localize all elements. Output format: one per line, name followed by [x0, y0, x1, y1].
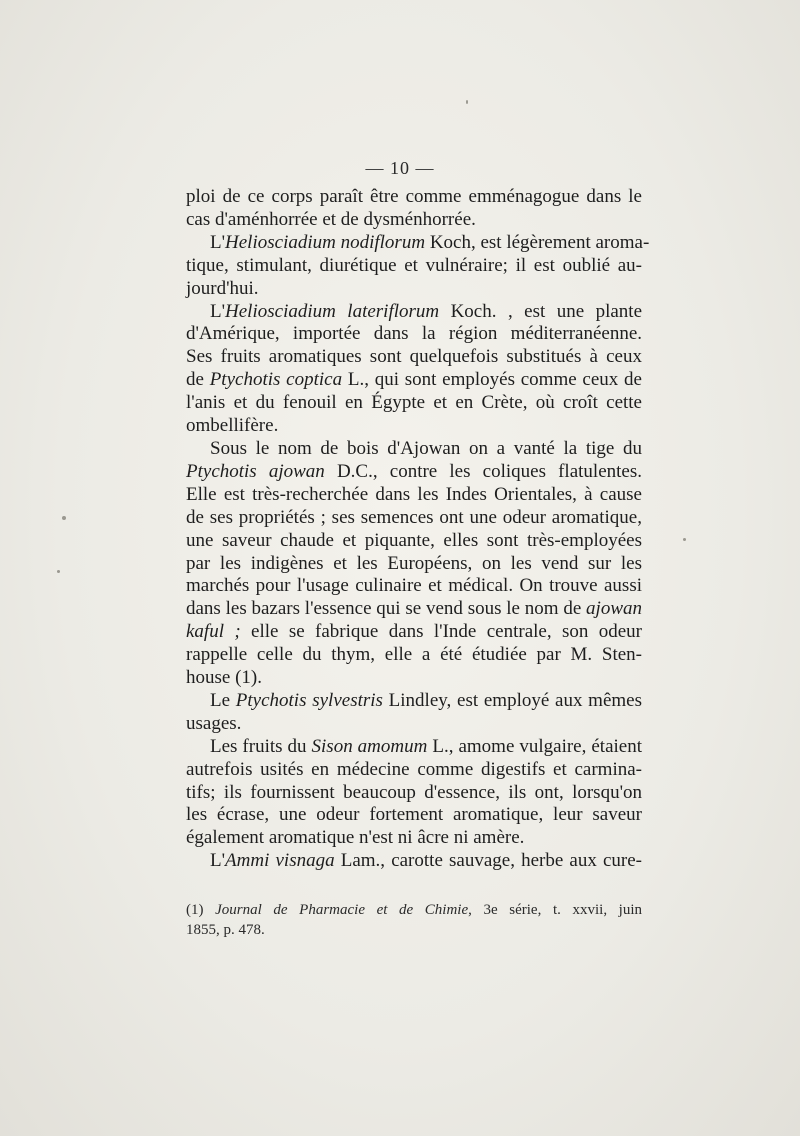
text-run: dans les bazars l'essence qui se vend sous le nom de — [186, 598, 587, 620]
text-line — [186, 301, 642, 324]
text-run: d'Amérique, importée dans la région méditerranéenne. — [186, 323, 642, 345]
text-line — [186, 736, 642, 759]
text-run: L' — [210, 850, 226, 872]
text-line — [186, 804, 642, 827]
text-line — [186, 553, 642, 576]
italic-term: kaful ; — [186, 621, 241, 643]
text-line — [186, 231, 650, 255]
text-line — [186, 461, 642, 484]
italic-term: Ptychotis coptica — [209, 369, 343, 391]
text-run: house (1). — [186, 667, 262, 689]
text-line — [186, 850, 642, 873]
text-run: cas d'aménhorrée et de dysménhorrée. — [186, 208, 476, 230]
text-run: Ses fruits aromatiques sont quelquefois substitués à ceux — [186, 346, 642, 368]
paper-speck — [57, 570, 60, 573]
text-run: l'anis et du fenouil en Égypte et en Crète, où croît cette — [186, 392, 642, 414]
text-run: de — [186, 369, 210, 391]
paper-speck — [683, 538, 686, 541]
text-run: une saveur chaude et piquante, elles sont très-employées — [186, 529, 642, 551]
footnote-journal: Journal de Pharmacie et de Chimie — [215, 902, 469, 918]
text-line — [186, 415, 642, 438]
text-line — [186, 690, 642, 713]
text-run: également aromatique n'est ni âcre ni amère. — [186, 827, 525, 849]
text-run: Lam., carotte sauvage, herbe aux cure- — [334, 850, 643, 872]
footnote — [186, 900, 642, 940]
text-run: D.C., contre les coliques flatulentes. — [324, 460, 642, 482]
text-line — [186, 644, 642, 667]
text-line — [186, 621, 642, 644]
text-run: usages. — [186, 712, 242, 734]
text-run: marchés pour l'usage culinaire et médical. On trouve aussi — [186, 575, 642, 597]
text-run: ploi de ce corps paraît être comme emménagogue dans le — [186, 186, 642, 207]
italic-term: Ptychotis sylvestris — [235, 689, 383, 711]
italic-term: Heliosciadium lateriflorum — [225, 300, 440, 322]
text-run: Le — [210, 689, 236, 711]
text-run: tifs; ils fournissent beaucoup d'essence, ils ont, lorsqu'on — [186, 781, 642, 803]
text-run: Lindley, est employé aux mêmes — [382, 689, 642, 711]
italic-term: Heliosciadium nodiflorum — [225, 231, 426, 253]
text-run: Sous le nom de bois d'Ajowan on a vanté la tige du — [210, 437, 642, 459]
text-run: Koch, est légèrement aroma- — [425, 231, 650, 253]
text-line — [186, 369, 642, 392]
text-line — [186, 186, 642, 209]
footnote-series: , 3e série, t. xxvii, juin — [468, 902, 643, 918]
text-run: de ses propriétés ; ses semences ont une odeur aromatique, — [186, 506, 642, 528]
text-run: Les fruits du — [210, 735, 312, 757]
text-line — [186, 530, 642, 553]
text-run: ombellifère. — [186, 415, 279, 437]
italic-term: Ptychotis ajowan — [186, 460, 325, 482]
text-line — [186, 209, 642, 232]
text-run: les écrase, une odeur fortement aromatique, leur saveur — [186, 804, 642, 826]
text-line — [186, 782, 642, 805]
body-text — [186, 186, 650, 873]
text-run: jourd'hui. — [186, 277, 259, 299]
text-run: rappelle celle du thym, elle a été étudiée par M. Sten- — [186, 644, 642, 666]
footnote-marker: (1) — [186, 902, 204, 918]
text-line — [186, 438, 642, 461]
footnote-line-2: 1855, p. 478. — [186, 922, 265, 938]
paper-speck — [62, 516, 66, 520]
paper-speck — [466, 100, 468, 104]
text-line — [186, 278, 642, 301]
footnote-line-1 — [186, 900, 642, 920]
text-line — [186, 255, 642, 278]
text-run: L' — [210, 300, 226, 322]
text-line — [186, 507, 642, 530]
text-run: L' — [210, 231, 226, 253]
italic-term: ajowan — [586, 598, 642, 620]
text-run: Koch. , est une plante — [439, 300, 642, 322]
text-line — [186, 827, 642, 850]
text-run: tique, stimulant, diurétique et vulnéraire; il est oublié au- — [186, 254, 642, 276]
text-line — [186, 667, 642, 690]
text-run: L., amome vulgaire, étaient — [427, 735, 642, 757]
text-run: par les indigènes et les Européens, on les vend sur les — [186, 552, 642, 574]
text-line — [186, 575, 642, 598]
text-line — [186, 323, 642, 346]
text-line — [186, 713, 642, 736]
text-line — [186, 759, 642, 782]
text-line — [186, 346, 642, 369]
text-run: elle se fabrique dans l'Inde centrale, son odeur — [240, 621, 642, 643]
text-run: Elle est très-recherchée dans les Indes Orientales, à cause — [186, 483, 642, 505]
text-run: L., qui sont employés comme ceux de — [342, 369, 642, 391]
text-run: autrefois usités en médecine comme digestifs et carmina- — [186, 758, 642, 780]
italic-term: Ammi visnaga — [225, 850, 335, 872]
text-line — [186, 392, 642, 415]
page-number: — 10 — — [365, 158, 435, 178]
text-line — [186, 598, 642, 621]
text-line — [186, 484, 642, 507]
italic-term: Sison amomum — [311, 735, 428, 757]
